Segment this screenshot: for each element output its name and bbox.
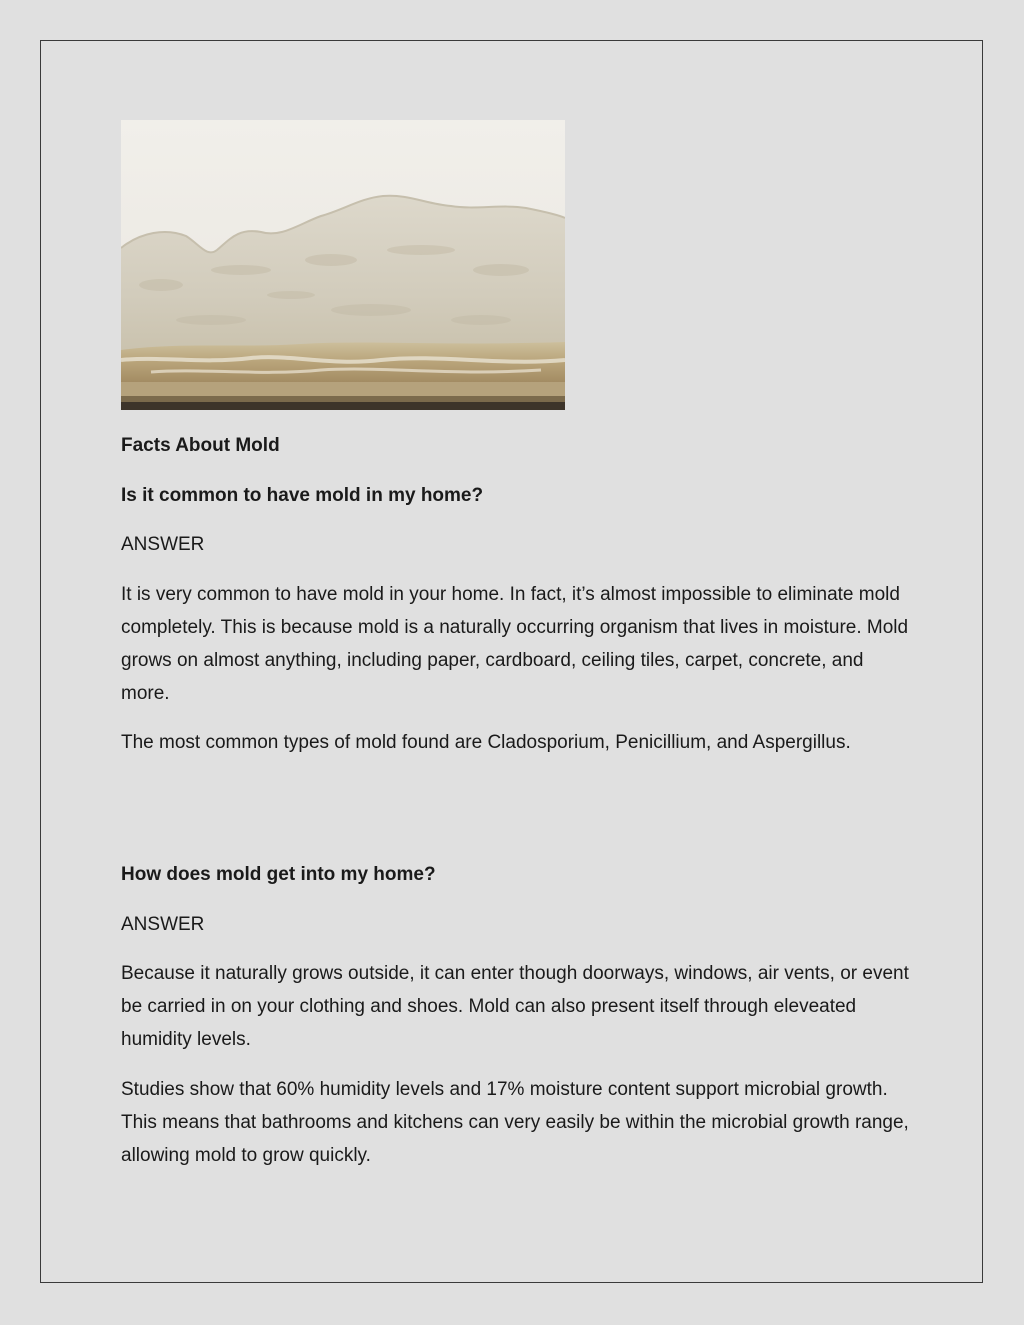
- answer-paragraph: The most common types of mold found are Cladosporium, Penicillium, and Aspergillus.: [121, 732, 851, 753]
- answer-paragraph: Because it naturally grows outside, it can enter though doorways, windows, air vents, or event be carried in on your clothing and shoes. Mold can also present itself through eleveated humidity levels.: [121, 963, 909, 1050]
- question-heading: Is it common to have mold in my home?: [121, 485, 484, 506]
- document-title: Facts About Mold: [121, 435, 280, 456]
- answer-paragraph: Studies show that 60% humidity levels and 17% moisture content support microbial growth. This means that bathrooms and kitchens can very easily be within the microbial growth range, allowing mold to grow quickly.: [121, 1079, 909, 1166]
- answer-label: ANSWER: [121, 534, 205, 555]
- answer-label: ANSWER: [121, 914, 205, 935]
- answer-paragraph: It is very common to have mold in your home. In fact, it’s almost impossible to eliminate mold completely. This is because mold is a naturally occurring organism that lives in moisture. Mold grows on almost anything, including paper, cardboard, ceiling tiles, carpet, concrete, and more.: [121, 584, 909, 704]
- moldy-wall-photo: [121, 120, 565, 410]
- question-heading: How does mold get into my home?: [121, 864, 436, 885]
